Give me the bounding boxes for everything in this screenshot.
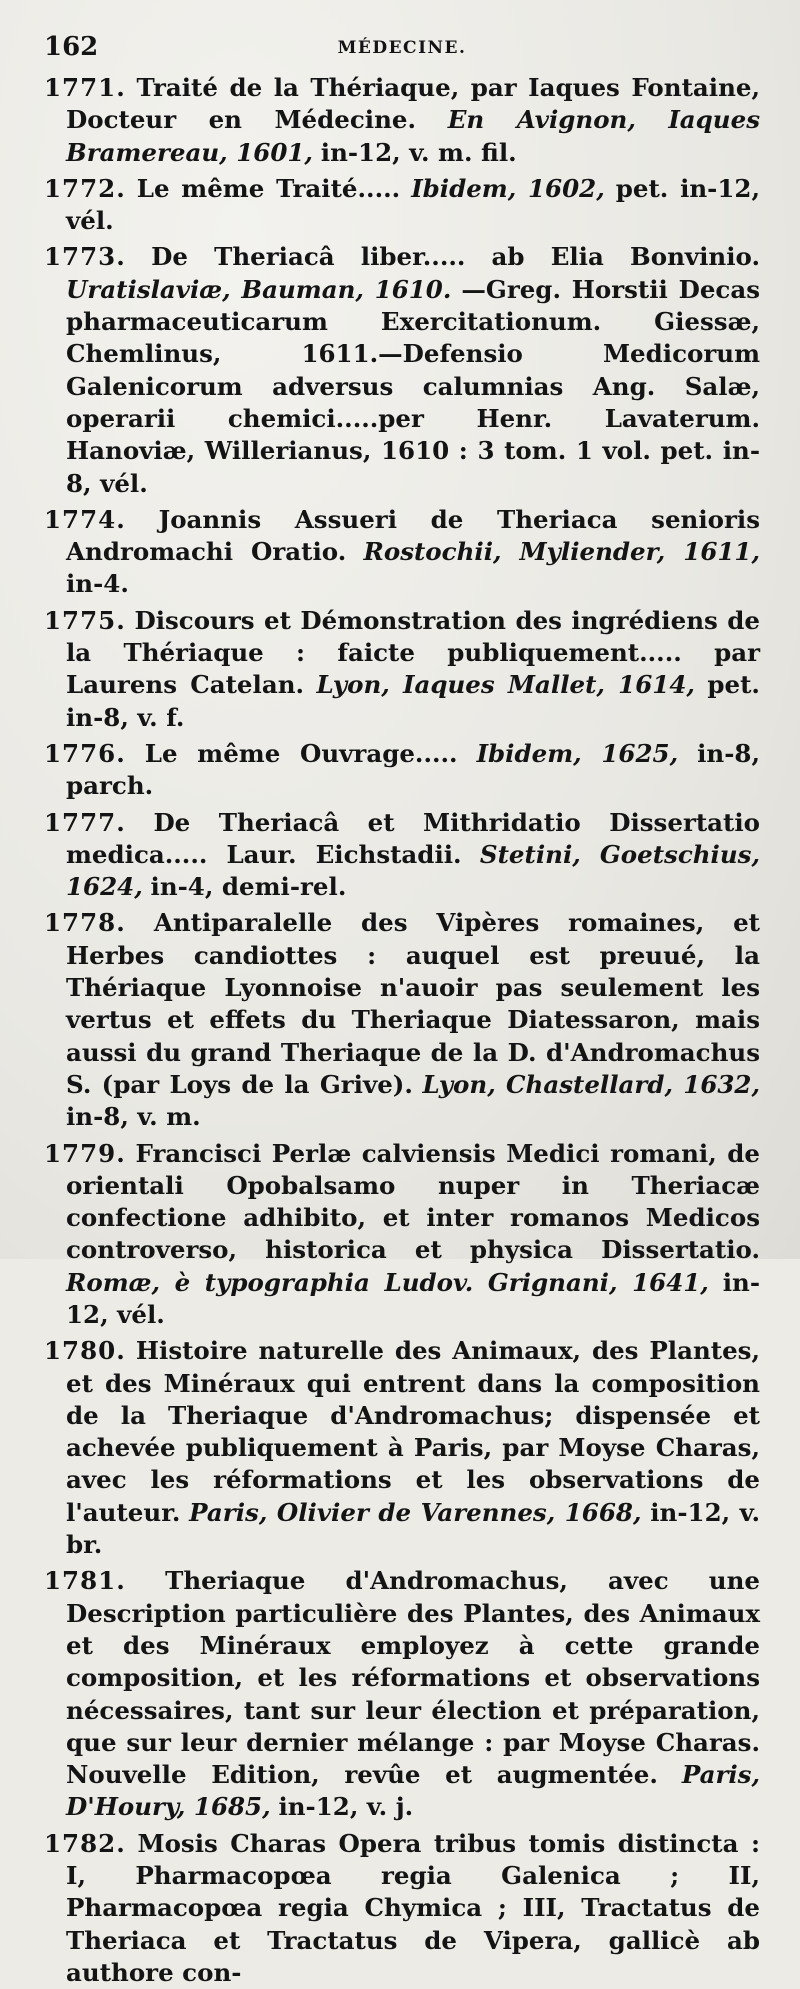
entry-format: pet. in-12, vél. [66, 173, 760, 236]
entry-format: in-12, v. j. [278, 1792, 414, 1822]
entry-number: 1781. [44, 1566, 126, 1596]
entry-number: 1776. [44, 738, 126, 768]
entry-text: De Theriacâ liber..... ab Elia Bonvinio. [151, 242, 760, 272]
entry-imprint: En Avignon, Iaques Bramereau, 1601, [66, 105, 760, 167]
entry-number: 1780. [44, 1336, 126, 1366]
catalogue-entry [44, 1335, 760, 1561]
entry-format: pet. in-8, v. f. [66, 670, 760, 732]
running-head: MÉDECINE. [337, 38, 467, 58]
entry-number: 1771. [44, 73, 126, 102]
entry-number: 1772. [44, 173, 126, 203]
entry-imprint: Uratislaviæ, Bauman, 1610. [66, 274, 452, 304]
entry-number: 1774. [44, 504, 126, 534]
entry-number: 1773. [44, 242, 126, 272]
entry-imprint: Romæ, è typographia Ludov. Grignani, 1641, [66, 1267, 709, 1297]
entry-text: Traité de la Thériaque, par Iaques Fontaine, Docteur en Médecine. [66, 73, 761, 135]
entry-imprint: Lyon, Iaques Mallet, 1614, [316, 670, 695, 700]
entry-imprint: Ibidem, 1602, [411, 173, 605, 203]
catalogue-entry [44, 1138, 760, 1332]
catalogue-entry [44, 807, 760, 904]
catalogue-entry [44, 1828, 760, 1989]
entry-format: in-12, v. m. fil. [320, 137, 517, 167]
catalogue-entry [44, 738, 760, 803]
entry-imprint: Paris, Olivier de Varennes, 1668, [189, 1497, 642, 1527]
entry-format: in-8, parch. [66, 738, 760, 801]
entry-format: in-8, v. m. [66, 1102, 201, 1132]
entry-text: Le même Ouvrage..... [144, 738, 458, 768]
entry-imprint: Ibidem, 1625, [476, 738, 679, 768]
entry-text: De Theriacâ et Mithridatio Dissertatio medica..... Laur. Eichstadii. [66, 807, 761, 869]
entry-text: Discours et Démonstration des ingrédiens de la Thériaque : faicte publiquement..... par Laurens Catelan. [66, 605, 760, 700]
entry-text: Theriaque d'Andromachus, avec une Description particulière des Plantes, des Animaux et des Minéraux employez à cette grande composition, et les réformations et observations nécessaires, tant sur leur élection et préparation, que sur leur dernier mélange : par Moyse Charas. Nouvelle Edition, revûe et augmentée. [66, 1566, 760, 1790]
catalogue-entries [44, 72, 760, 1989]
catalogue-entry [44, 241, 760, 499]
entry-format: —Greg. Horstii Decas pharmaceuticarum Exercitationum. Giessæ, Chemlinus, 1611.—Defensio Medicorum Galenicorum adversus calumnias Ang. Salæ, operarii chemici.....per Henr. Lavaterum. Hanoviæ, Willerianus, 1610 : 3 tom. 1 vol. pet. in-8, vél. [66, 274, 760, 498]
entry-number: 1775. [44, 605, 126, 635]
entry-format: in-4, demi-rel. [150, 872, 347, 902]
entry-text: Antiparalelle des Vipères romaines, et Herbes candiottes : auquel est preuué, la Thériaque Lyonnoise n'auoir pas seulement les vertus et effets du Theriaque Diatessaron, mais aussi du grand Theriaque de la D. d'Andromachus S. (par Loys de la Grive). [66, 908, 760, 1099]
entry-format: in-12, v. br. [66, 1497, 760, 1560]
page-header [44, 32, 760, 66]
catalogue-entry [44, 1565, 760, 1823]
entry-text: Joannis Assueri de Theriaca senioris Andromachi Oratio. [66, 504, 760, 567]
catalogue-entry [44, 605, 760, 734]
catalogue-entry [44, 504, 760, 601]
entry-format: in-4. [66, 569, 129, 599]
entry-number: 1782. [44, 1828, 126, 1858]
entry-number: 1778. [44, 908, 126, 938]
page-number: 162 [44, 32, 99, 62]
entry-number: 1777. [44, 807, 126, 837]
entry-imprint: Stetini, Goetschius, 1624, [66, 839, 760, 902]
catalogue-entry [44, 72, 760, 169]
entry-text: Le même Traité..... [136, 173, 401, 203]
catalogue-entry [44, 173, 760, 238]
catalogue-entry [44, 907, 760, 1133]
entry-text: Histoire naturelle des Animaux, des Plantes, et des Minéraux qui entrent dans la composition de la Theriaque d'Andromachus; dispensée et achevée publiquement à Paris, par Moyse Charas, avec les réformations et les observations de l'auteur. [66, 1336, 760, 1527]
entry-format: in-12, vél. [66, 1267, 760, 1329]
entry-imprint: Paris, D'Houry, 1685, [66, 1760, 760, 1822]
entry-text: Mosis Charas Opera tribus tomis distincta : I, Pharmacopœa regia Galenica ; II, Pharmacopœa regia Chymica ; III, Tractatus de Theriaca et Tractatus de Vipera, gallicè ab authore con- [66, 1828, 760, 1987]
entry-text: Francisci Perlæ calviensis Medici romani, de orientali Opobalsamo nuper in Theriacæ confectione adhibito, et inter romanos Medicos controverso, historica et physica Dissertatio. [66, 1138, 760, 1265]
entry-imprint: Rostochii, Myliender, 1611, [363, 537, 760, 567]
entry-imprint: Lyon, Chastellard, 1632, [422, 1069, 760, 1099]
entry-number: 1779. [44, 1138, 126, 1168]
